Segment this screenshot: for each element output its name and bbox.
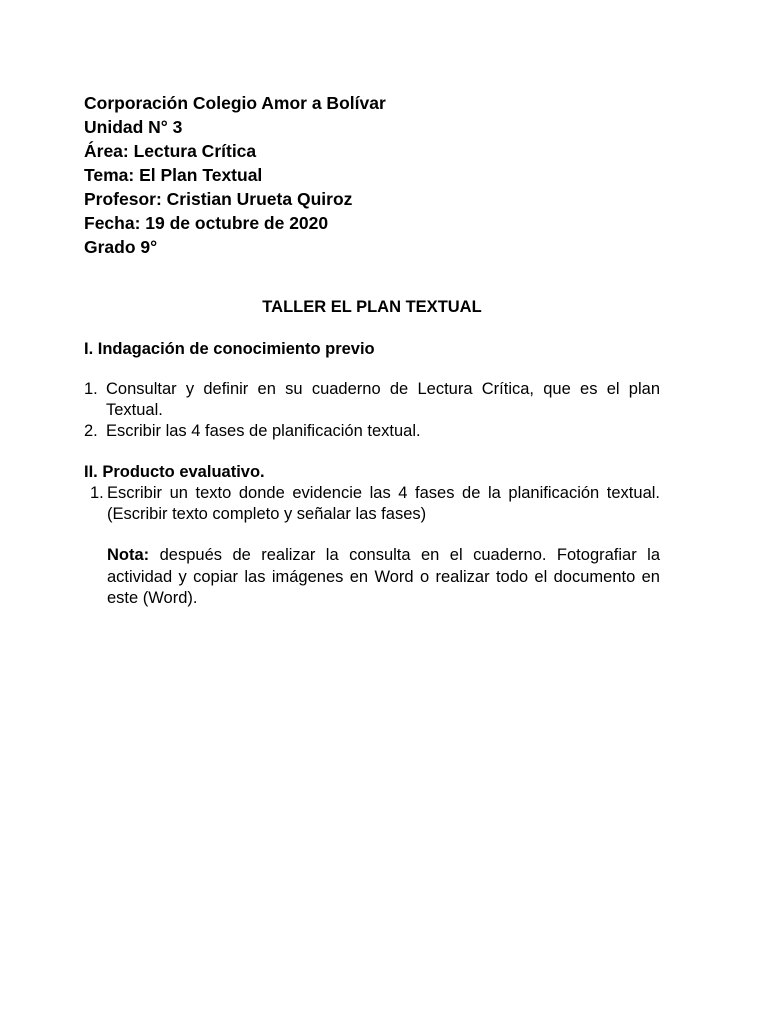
institution-name: Corporación Colegio Amor a Bolívar: [84, 93, 386, 113]
date: Fecha: 19 de octubre de 2020: [84, 213, 329, 233]
list-item-number: 1.: [90, 484, 104, 502]
list-item: [84, 421, 660, 442]
note-paragraph: [107, 545, 660, 610]
subject-area: Área: Lectura Crítica: [84, 141, 257, 161]
list-item-number: 1.: [84, 380, 98, 398]
workshop-title: TALLER EL PLAN TEXTUAL: [262, 298, 482, 316]
list-item: [84, 483, 660, 525]
list-item-text: Escribir las 4 fases de planificación textual.: [106, 422, 421, 440]
section-1-list: [84, 379, 660, 442]
grade: Grado 9°: [84, 237, 158, 257]
list-item-text: Consultar y definir en su cuaderno de Lectura Crítica, que es el plan Textual.: [106, 380, 660, 419]
document-header: [84, 91, 674, 259]
note-label: Nota:: [107, 546, 150, 564]
topic: Tema: El Plan Textual: [84, 165, 263, 185]
list-item-text: Escribir un texto donde evidencie las 4 fases de la planificación textual. (Escribir texto completo y señalar las fases): [107, 484, 660, 523]
section-1-heading: I. Indagación de conocimiento previo: [84, 340, 375, 358]
section-2-heading: II. Producto evaluativo.: [84, 463, 265, 481]
section-2-list: [84, 483, 660, 525]
list-item: [84, 379, 660, 421]
note-text: después de realizar la consulta en el cuaderno. Fotografiar la actividad y copiar las imágenes en Word o realizar todo el documento en este (Word).: [107, 546, 660, 607]
list-item-number: 2.: [84, 422, 98, 440]
unit-number: Unidad N° 3: [84, 117, 183, 137]
teacher-name: Profesor: Cristian Urueta Quiroz: [84, 189, 353, 209]
